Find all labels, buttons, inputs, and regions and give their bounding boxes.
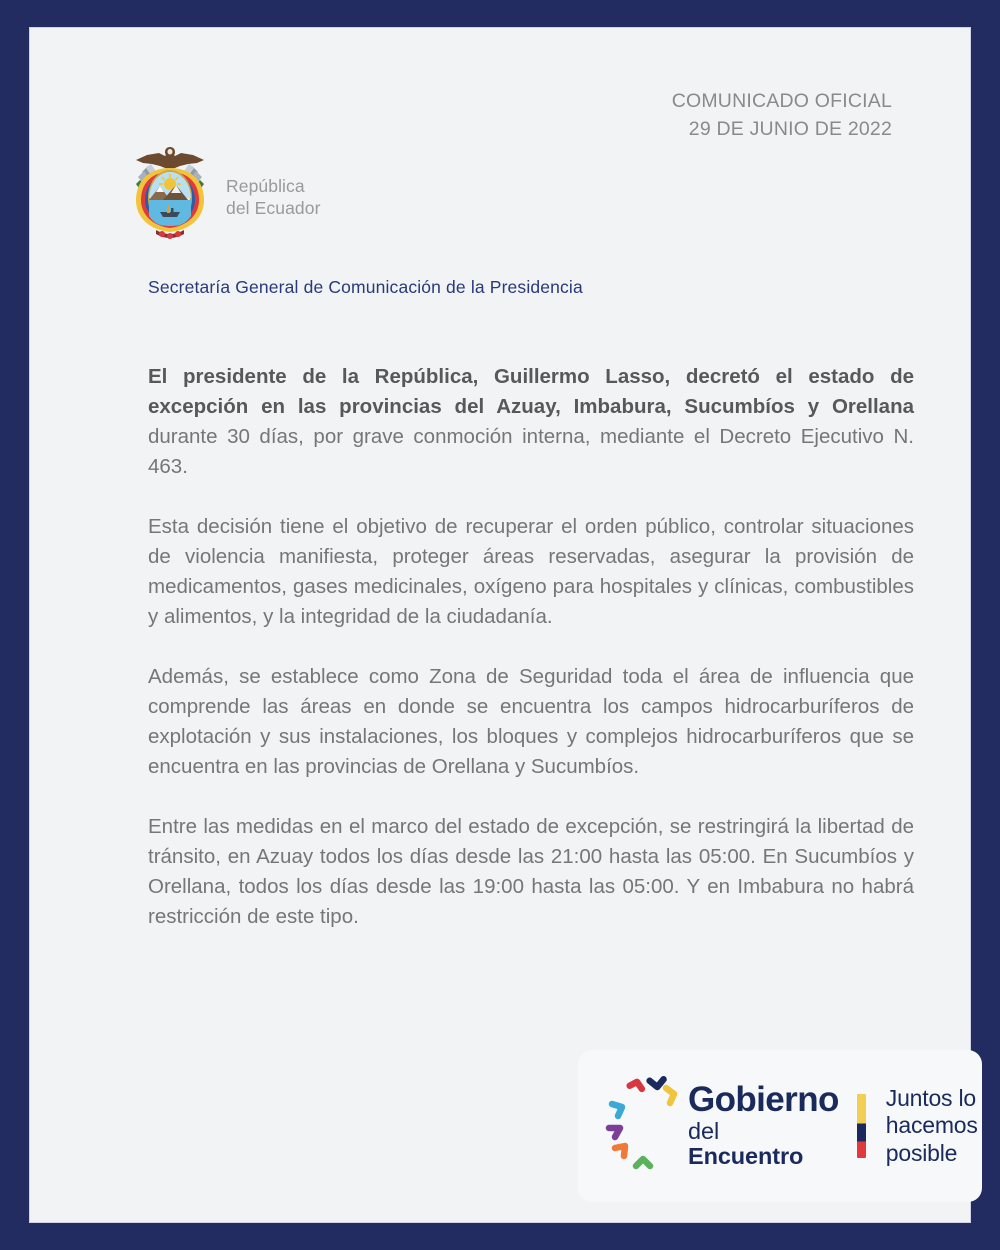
tagline-line-1: Juntos lo — [885, 1084, 977, 1111]
wordmark — [688, 1082, 839, 1169]
communique-date: 29 DE JUNIO DE 2022 — [688, 117, 892, 140]
wordmark-encuentro — [688, 1119, 839, 1170]
communique-title: COMUNICADO OFICIAL — [671, 90, 892, 112]
document-header — [672, 88, 892, 143]
brand-line-1: República — [226, 176, 305, 197]
ecuador-flag-divider — [857, 1094, 866, 1158]
document-body — [148, 362, 914, 933]
logo-lockup — [600, 1074, 982, 1178]
tagline-line-2: hacemos posible — [885, 1112, 978, 1166]
brand-text — [226, 176, 321, 219]
paragraph-1-rest: durante 30 días, por grave conmoción interna, mediante el Decreto Ejecutivo N. 463. — [148, 425, 914, 479]
brand-line-2: del Ecuador — [226, 198, 321, 218]
government-brand — [118, 138, 321, 242]
document-page — [30, 28, 978, 1222]
paragraph-1 — [148, 362, 914, 482]
paragraph-1-bold: El presidente de la República, Guillermo Lasso, decretó el estado de excepción en las provincias del Azuay, Imbabura, Sucumbíos y Orellana — [148, 365, 914, 419]
paragraph-3: Además, se establece como Zona de Seguridad toda el área de influencia que comprende las áreas en donde se encuentra los campos hidrocarburíferos de explotación y sus instalaciones, los bloques y complejos hidrocarburíferos que se encuentra en las provincias de Orellana y Sucumbíos. — [148, 665, 914, 779]
chevron-burst-icon — [600, 1074, 686, 1178]
wordmark-del: del — [688, 1117, 720, 1144]
secretaria-subtitle: Secretaría General de Comunicación de la Presidencia — [148, 277, 583, 297]
tagline — [886, 1085, 982, 1168]
paragraph-2: Esta decisión tiene el objetivo de recuperar el orden público, controlar situaciones de violencia manifiesta, proteger áreas reservadas, asegurar la provisión de medicamentos, gases medicinales, oxígeno para hospitales y clínicas, combustibles y alimentos, y la integridad de la ciudadanía. — [148, 515, 914, 629]
paragraph-4: Entre las medidas en el marco del estado de excepción, se restringirá la libertad de tránsito, en Azuay todos los días desde las 21:00 hasta las 05:00. En Sucumbíos y Orellana, todos los días desde las 19:00 hasta las 05:00. Y en Imbabura no habrá restricción de este tipo. — [148, 815, 914, 929]
footer-logo — [578, 1050, 982, 1202]
coat-of-arms-of-ecuador-icon — [118, 138, 222, 242]
wordmark-encuentro-text: Encuentro — [688, 1143, 804, 1170]
wordmark-gobierno: Gobierno — [688, 1080, 839, 1120]
